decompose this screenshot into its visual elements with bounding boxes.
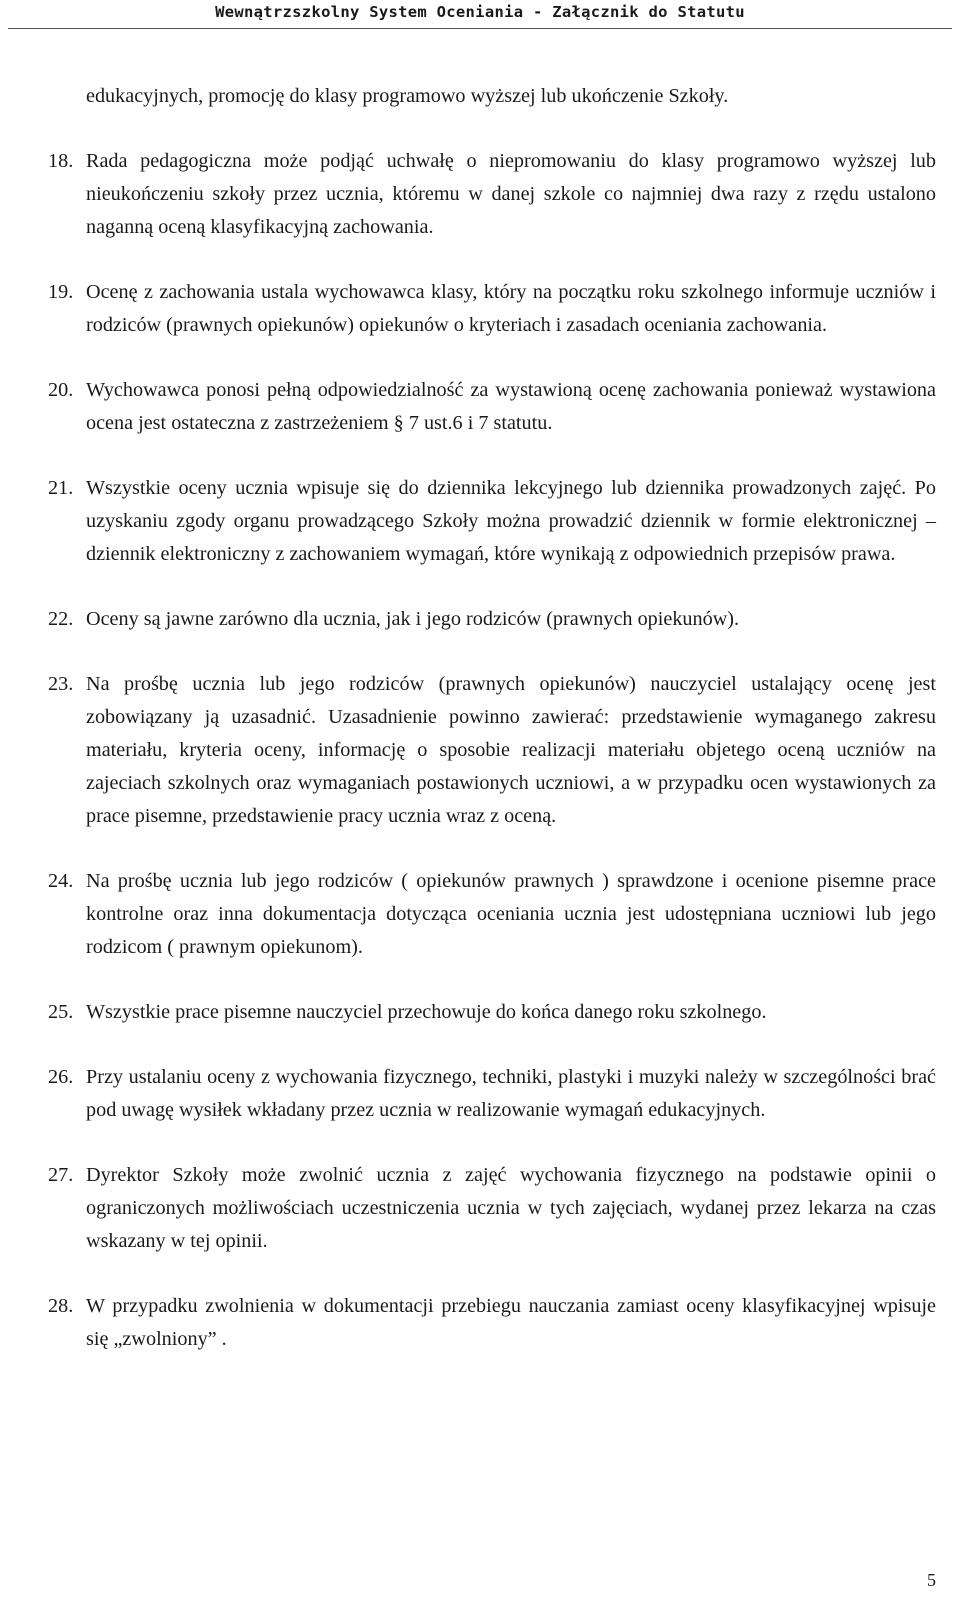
item-number: 26. [48, 1066, 74, 1088]
item-text: Wychowawca ponosi pełną odpowiedzialność za wystawioną ocenę zachowania ponieważ wystawiona ocena jest ostateczna z zastrzeżeniem § 7 ust.6 i 7 statutu. [86, 379, 936, 434]
header-divider [8, 28, 952, 29]
item-text: Na prośbę ucznia lub jego rodziców (prawnych opiekunów) nauczyciel ustalający ocenę jest zobowiązany ją uzasadnić. Uzasadnienie powinno zawierać: przedstawienie wymaganego zakresu materiału, kryteria oceny, informację o sposobie realizacji materiału objetego oceną uczniów na zajeciach szkolnych oraz wymaganiach postawionych uczniowi, a w przypadku ocen wystawionych za prace pisemne, przedstawienie pracy ucznia wraz z oceną. [86, 673, 936, 827]
list-item-20 [48, 374, 936, 440]
item-text: Przy ustalaniu oceny z wychowania fizycznego, techniki, plastyki i muzyki należy w szczególności brać pod uwagę wysiłek wkładany przez ucznia w realizowanie wymagań edukacyjnych. [86, 1066, 936, 1121]
item-number: 23. [48, 673, 74, 695]
list-item-19 [48, 276, 936, 342]
list-item-22 [48, 603, 936, 636]
item-number: 19. [48, 281, 74, 303]
item-text: Ocenę z zachowania ustala wychowawca klasy, który na początku roku szkolnego informuje uczniów i rodziców (prawnych opiekunów) opiekunów o kryteriach i zasadach oceniania zachowania. [86, 281, 936, 336]
document-body [48, 80, 936, 1388]
item-text: Dyrektor Szkoły może zwolnić ucznia z zajęć wychowania fizycznego na podstawie opinii o ograniczonych możliwościach uczestniczenia ucznia w tych zajęciach, wydanej przez lekarza na czas wskazany w tej opinii. [86, 1164, 936, 1252]
item-text: Wszystkie oceny ucznia wpisuje się do dziennika lekcyjnego lub dziennika prowadzonych zajęć. Po uzyskaniu zgody organu prowadzącego Szkoły można prowadzić dziennik w formie elektronicznej – dziennik elektroniczny z zachowaniem wymagań, które wynikają z odpowiednich przepisów prawa. [86, 477, 936, 565]
item-text: Oceny są jawne zarówno dla ucznia, jak i jego rodziców (prawnych opiekunów). [86, 608, 740, 630]
item-number: 28. [48, 1295, 74, 1317]
list-item-18 [48, 145, 936, 244]
item-number: 21. [48, 477, 74, 499]
item-number: 22. [48, 608, 74, 630]
list-item-24 [48, 865, 936, 964]
item-text: Rada pedagogiczna może podjąć uchwałę o niepromowaniu do klasy programowo wyższej lub nieukończeniu szkoły przez ucznia, któremu w danej szkole co najmniej dwa razy z rzędu ustalono naganną oceną klasyfikacyjną zachowania. [86, 150, 936, 238]
item-number: 27. [48, 1164, 74, 1186]
list-item-27 [48, 1159, 936, 1258]
list-item-23 [48, 668, 936, 833]
list-item-26 [48, 1061, 936, 1127]
item-number: 20. [48, 379, 74, 401]
list-item-21 [48, 472, 936, 571]
list-item-25 [48, 996, 936, 1029]
item-number: 18. [48, 150, 74, 172]
page-header [0, 0, 960, 28]
item-number: 25. [48, 1001, 74, 1023]
item-text: Na prośbę ucznia lub jego rodziców ( opiekunów prawnych ) sprawdzone i ocenione pisemne prace kontrolne oraz inna dokumentacja dotycząca oceniania ucznia jest udostępniana uczniowi lub jego rodzicom ( prawnym opiekunom). [86, 870, 936, 958]
page-number: 5 [927, 1570, 936, 1590]
list-item-28 [48, 1290, 936, 1356]
header-title: Wewnątrzszkolny System Oceniania - Załącznik do Statutu [215, 3, 745, 21]
item-number: 24. [48, 870, 74, 892]
item-text: W przypadku zwolnienia w dokumentacji przebiegu nauczania zamiast oceny klasyfikacyjnej wpisuje się „zwolniony” . [86, 1295, 936, 1350]
continuation-paragraph: edukacyjnych, promocję do klasy programowo wyższej lub ukończenie Szkoły. [86, 85, 729, 107]
item-text: Wszystkie prace pisemne nauczyciel przechowuje do końca danego roku szkolnego. [86, 1001, 767, 1023]
